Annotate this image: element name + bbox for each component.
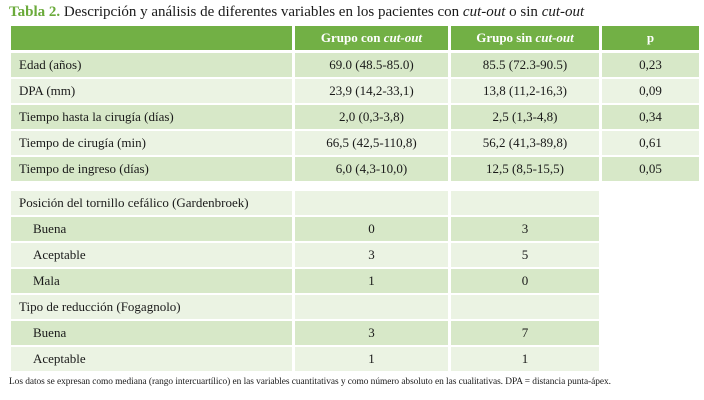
- cell-p: 0,09: [602, 79, 699, 103]
- header-cell-variable: [11, 26, 292, 50]
- cell-p: 0,34: [602, 105, 699, 129]
- header-cell-p: p: [602, 26, 699, 50]
- cell-sin: 1: [451, 347, 599, 371]
- cell-con: 23,9 (14,2-33,1): [295, 79, 448, 103]
- header-cell-group-sin: Grupo sin cut-out: [451, 26, 599, 50]
- cell-con: 66,5 (42,5-110,8): [295, 131, 448, 155]
- header-cell-group-con: Grupo con cut-out: [295, 26, 448, 50]
- row-label: Tiempo hasta la cirugía (días): [11, 105, 292, 129]
- row-label: DPA (mm): [11, 79, 292, 103]
- cell-sin: [451, 191, 599, 215]
- row-label: Edad (años): [11, 53, 292, 77]
- cell-p: 0,61: [602, 131, 699, 155]
- cell-sin: 12,5 (8,5-15,5): [451, 157, 599, 181]
- cell-con: 3: [295, 243, 448, 267]
- row-label: Mala: [11, 269, 292, 293]
- table-footnote: Los datos se expresan como mediana (rango intercuartílico) en las variables cuantitativas y como número absoluto en las cualitativas. DPA = distancia punta-ápex.: [9, 377, 611, 387]
- row-label: Aceptable: [11, 243, 292, 267]
- caption-text: o sin: [505, 4, 542, 20]
- cell-sin: 3: [451, 217, 599, 241]
- cell-con: [295, 191, 448, 215]
- row-label: Tiempo de ingreso (días): [11, 157, 292, 181]
- row-label: Tiempo de cirugía (min): [11, 131, 292, 155]
- cell-sin: 85.5 (72.3-90.5): [451, 53, 599, 77]
- cell-sin: 0: [451, 269, 599, 293]
- row-label: Buena: [11, 217, 292, 241]
- table-caption: [9, 4, 584, 21]
- cell-p: 0,23: [602, 53, 699, 77]
- cell-con: 69.0 (48.5-85.0): [295, 53, 448, 77]
- cell-sin: 2,5 (1,3-4,8): [451, 105, 599, 129]
- cell-sin: 56,2 (41,3-89,8): [451, 131, 599, 155]
- section-title: Tipo de reducción (Fogagnolo): [11, 295, 292, 319]
- section-title: Posición del tornillo cefálico (Gardenbroek): [11, 191, 292, 215]
- cell-con: 2,0 (0,3-3,8): [295, 105, 448, 129]
- cell-sin: [451, 295, 599, 319]
- cell-p: 0,05: [602, 157, 699, 181]
- caption-italic-term: cut-out: [541, 4, 585, 20]
- cell-sin: 7: [451, 321, 599, 345]
- cell-con: 1: [295, 269, 448, 293]
- row-label: Buena: [11, 321, 292, 345]
- caption-italic-term: cut-out: [462, 4, 506, 20]
- cell-con: 1: [295, 347, 448, 371]
- cell-con: 0: [295, 217, 448, 241]
- cell-sin: 5: [451, 243, 599, 267]
- cell-con: 3: [295, 321, 448, 345]
- table-label: Tabla 2.: [9, 4, 61, 20]
- cell-sin: 13,8 (11,2-16,3): [451, 79, 599, 103]
- cell-con: [295, 295, 448, 319]
- caption-text: Descripción y análisis de diferentes variables en los pacientes con: [60, 4, 463, 20]
- cell-con: 6,0 (4,3-10,0): [295, 157, 448, 181]
- row-label: Aceptable: [11, 347, 292, 371]
